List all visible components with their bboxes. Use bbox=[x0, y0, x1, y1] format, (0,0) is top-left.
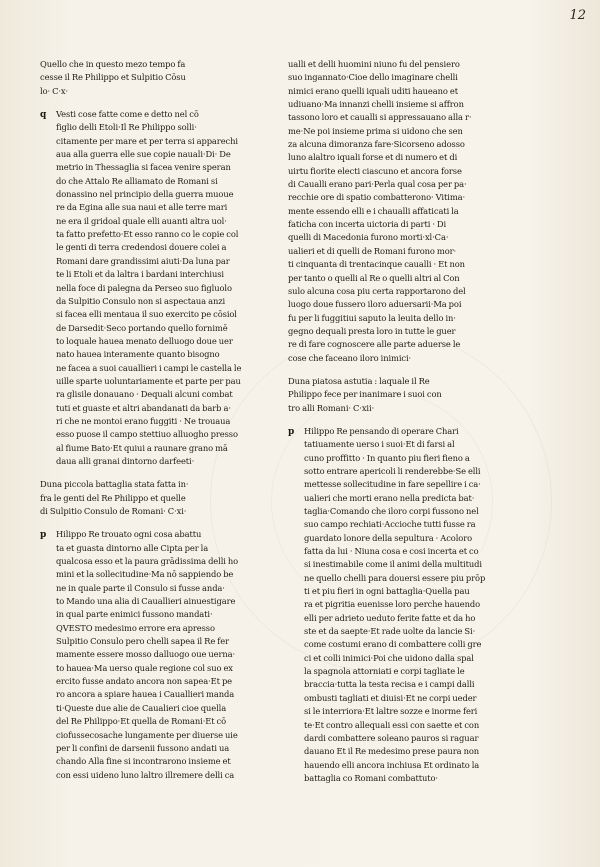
text-paragraph bbox=[288, 425, 530, 785]
text-line: la spagnola attorniati e corpi tagliate le bbox=[304, 666, 465, 677]
text-line: metrio in Thessaglia si facea venire speran bbox=[56, 162, 231, 173]
text-line: nella foce di palegna da Perseo suo figluolo bbox=[56, 282, 232, 293]
text-line: ne quello chelli para douersi essere piu prōp bbox=[304, 572, 486, 583]
text-line: ro ancora a spiare hauea i Cauallieri manda bbox=[56, 689, 235, 700]
text-line: mamente essere mosso dalluogo oue uerna· bbox=[56, 649, 236, 660]
text-line: in qual parte enimici fussono mandati· bbox=[56, 609, 213, 620]
text-line: suo ingannato·Cioe dello imaginare chelli bbox=[288, 72, 458, 83]
text-line: ti et piu fieri in ogni battaglia·Quella pau bbox=[304, 586, 470, 597]
text-line: nato hauea interamente quanto bisogno bbox=[56, 349, 220, 360]
text-line: con essi uideno luno laltro illremere delli ca bbox=[56, 769, 235, 780]
text-line: nimici erano quelli iquali uditi haueano et bbox=[288, 85, 458, 96]
text-line: dardi combattere soleano pauros si raguar bbox=[304, 732, 479, 743]
text-line: udiuano·Ma innanzi chelli insieme si affron bbox=[288, 99, 464, 110]
text-line: me·Ne poi insieme prima si uidono che sen bbox=[288, 125, 463, 136]
text-line: si facea elli mentaua il suo exercito pe cōsiol bbox=[56, 309, 237, 320]
text-line: ste et da saepte·Et rade uolte da lancie Si· bbox=[304, 626, 476, 637]
chapter-rubric bbox=[40, 478, 280, 518]
text-line: del Re Philippo·Et quella de Romani·Et cō bbox=[56, 716, 227, 727]
text-line: ri che ne montoi erano fuggiti · Ne trouaua bbox=[56, 415, 231, 426]
text-line: ercito fusse andato ancora non sapea·Et pe bbox=[56, 676, 233, 687]
text-line: re da Egina alle sua naui et alle terre mari bbox=[56, 202, 228, 213]
text-line: ne facea a suoi cauallieri i campi le castella le bbox=[56, 362, 242, 373]
initial-guide-letter: q bbox=[40, 110, 47, 121]
text-line: ualieri et di quelli de Romani furono mor· bbox=[288, 245, 457, 256]
text-line: suo campo rechiati·Accioche tutti fusse ra bbox=[304, 519, 476, 530]
text-line: do che Attalo Re alliamato de Romani si bbox=[56, 175, 218, 186]
text-line: cuno proffitto · In quanto piu fieri fieno a bbox=[304, 452, 470, 463]
text-line: mettesse sollecitudine in fare sepellire i ca· bbox=[304, 479, 481, 490]
text-line: Quello che in questo mezo tempo fa bbox=[40, 59, 186, 69]
text-line: Romani dare grandissimi aiuti·Da luna par bbox=[56, 255, 230, 266]
text-line: Sulpitio Consulo pero chelli sapea il Re fer bbox=[56, 636, 229, 647]
text-line: te·Et contro allequali essi con saette et con bbox=[304, 719, 480, 730]
text-line: aua alla guerra elle sue copie nauali·Di· De bbox=[56, 149, 231, 160]
text-line: gegno dequali presta loro in tutte le guer bbox=[288, 325, 456, 336]
text-line: ra et pigritia euenisse loro perche hauendo bbox=[304, 599, 481, 610]
text-line: ta et guasta dintorno alle Cipta per la bbox=[56, 542, 209, 553]
text-line: di Sulpitio Consulo de Romani· C·xi· bbox=[40, 506, 187, 516]
text-line: p Hilippo Re pensando di operare Chari bbox=[288, 425, 530, 438]
right-column bbox=[288, 58, 530, 785]
text-line: taglia·Comando che iloro corpi fussono nel bbox=[304, 506, 479, 516]
text-line: re di fare cognoscere alle parte aduerse le bbox=[288, 339, 461, 350]
text-line: elli per adrieto ueduto ferite fatte et da ho bbox=[304, 612, 476, 623]
text-line: da Sulpitio Consulo non si aspectaua anzi bbox=[56, 295, 226, 306]
text-line: figlio delli Etoli·Il Re Philippo solli· bbox=[56, 122, 197, 133]
text-line: di Caualli erano pari·Perla qual cosa per pa· bbox=[288, 179, 467, 190]
text-line: ta fatto prefetto·Et esso ranno co le copie col bbox=[56, 229, 239, 240]
text-line: faticha con incerta uictoria di parti · Di bbox=[288, 219, 447, 230]
text-line: ci et colli inimici·Poi che uidono dalla spal bbox=[304, 652, 474, 663]
text-line: za alcuna dimoranza fare·Sicorseno adosso bbox=[288, 139, 465, 150]
text-line: luno alaltro iquali forse et di numero et di bbox=[288, 152, 458, 163]
text-line: to Mando una alia di Cauallieri ainuestigare bbox=[56, 596, 236, 607]
text-line: ti·Queste due alie de Caualieri cioe quella bbox=[56, 702, 227, 713]
initial-guide-letter: p bbox=[40, 530, 47, 541]
text-line: quelli di Macedonia furono morti·xl·Ca· bbox=[288, 232, 449, 243]
text-line: ciofussecosache lungamente per diuerse uie bbox=[56, 729, 238, 740]
text-line: lo· C·x· bbox=[40, 85, 69, 96]
text-line: ualli et delli huomini niuno fu del pensiero bbox=[288, 59, 460, 69]
text-line: esso puose il campo stettiuo alluogho presso bbox=[56, 429, 238, 440]
text-line: daua alli granai dintorno darfeeti· bbox=[56, 455, 195, 466]
text-line: ti cinquanta di trentacinque caualli · Et non bbox=[288, 259, 465, 270]
chapter-rubric bbox=[40, 58, 280, 98]
text-line: p Hilippo Re trouato ogni cosa abattu bbox=[40, 528, 280, 541]
text-line: sulo alcuna cosa piu certa rapportarono del bbox=[288, 285, 466, 296]
text-line: come costumi erano di combattere colli gre bbox=[304, 639, 482, 650]
text-line: braccia·tutta la testa recisa e i campi dalli bbox=[304, 679, 475, 690]
text-line: tatiuamente uerso i suoi·Et di farsi al bbox=[304, 439, 455, 450]
text-line: donassino nel principio della guerra muoue bbox=[56, 189, 234, 200]
text-line: le genti di terra credendosi douere colei a bbox=[56, 242, 227, 253]
chapter-rubric bbox=[288, 375, 530, 415]
text-line: ualieri che morti erano nella predicta bat· bbox=[304, 492, 475, 503]
initial-guide-letter: p bbox=[288, 426, 295, 437]
text-line: ne in quale parte il Consulo si fusse anda· bbox=[56, 582, 225, 593]
text-paragraph bbox=[288, 58, 530, 365]
left-column bbox=[40, 58, 280, 782]
text-line: q Vesti cose fatte come e detto nel cō bbox=[40, 108, 280, 121]
text-line: fu per li fuggitiui saputo la leuita dello in· bbox=[288, 312, 456, 323]
text-line: to hauea·Ma uerso quale regione col suo ex bbox=[56, 662, 233, 673]
text-line: chando Alla fine si incontrarono insieme et bbox=[56, 756, 231, 767]
text-line: sotto entrare apericoli li renderebbe·Se elli bbox=[304, 465, 481, 476]
text-line: fra le genti del Re Philippo et quelle bbox=[40, 492, 186, 503]
text-paragraph bbox=[40, 528, 280, 782]
text-line: ombusti tagliati et diuisi·Et ne corpi ueder bbox=[304, 692, 477, 703]
text-line: qualcosa esso et la paura grādissima delli ho bbox=[56, 556, 239, 567]
text-line: citamente per mare et per terra si apparechi bbox=[56, 135, 238, 146]
text-line: mente essendo elli e i chaualli affaticati la bbox=[288, 205, 459, 216]
text-line: Duna piatosa astutia : laquale il Re bbox=[288, 375, 430, 386]
text-line: luogo doue fussero iloro aduersarii·Ma poi bbox=[288, 299, 462, 310]
text-paragraph bbox=[40, 108, 280, 468]
text-line: ra glisile donauano · Dequali alcuni combat bbox=[56, 389, 233, 400]
text-line: de Darsedit·Seco portando quello fornimē bbox=[56, 322, 228, 333]
text-line: Philippo fece per inanimare i suoi con bbox=[288, 389, 442, 400]
text-line: per li confini de darsenii fussono andati ua bbox=[56, 742, 230, 753]
text-line: to loquale hauea menato delluogo doue uer bbox=[56, 335, 233, 346]
text-line: cose che faceano iloro inimici· bbox=[288, 352, 412, 363]
text-line: battaglia co Romani combattuto· bbox=[304, 772, 438, 783]
text-line: Duna piccola battaglia stata fatta in· bbox=[40, 479, 189, 490]
text-line: hauendo elli ancora inchiusa Et ordinato la bbox=[304, 759, 480, 770]
text-line: te li Etoli et da laltra i bardani interchiusi bbox=[56, 269, 224, 280]
text-line: si inestimabile come il animi della multitudi bbox=[304, 559, 482, 570]
text-line: uirtu fiorite electi ciascuno et ancora forse bbox=[288, 165, 462, 176]
text-line: cesse il Re Philippo et Sulpitio Cōsu bbox=[40, 72, 186, 83]
text-line: QVESTO medesimo errore era apresso bbox=[56, 622, 215, 633]
text-line: uille sparte uoluntariamente et parte per pau bbox=[56, 375, 241, 386]
folio-number: 12 bbox=[569, 8, 586, 23]
text-line: tro alli Romani· C·xii· bbox=[288, 402, 375, 413]
text-line: per tanto o quelli al Re o quelli altri al Con bbox=[288, 272, 460, 283]
text-line: si le interriora·Et laltre sozze e inorme feri bbox=[304, 706, 478, 717]
text-line: al fiume Bato·Et quiui a raunare grano mā bbox=[56, 442, 228, 453]
text-line: dauano Et il Re medesimo prese paura non bbox=[304, 746, 480, 757]
text-line: guardato lonore della sepultura · Acoloro bbox=[304, 532, 473, 543]
text-line: mini et la sollecitudine·Ma nō sappiendo be bbox=[56, 569, 234, 580]
text-line: tassono loro et caualli si appressauano alla r· bbox=[288, 112, 472, 123]
text-line: recchie ore di spatio combatterono· Vitima· bbox=[288, 192, 466, 203]
text-line: fatta da lui · Niuna cosa e cosi incerta et co bbox=[304, 546, 479, 557]
text-line: tuti et guaste et altri abandanati da barb a· bbox=[56, 402, 231, 413]
text-line: ne era il gridoal quale elli auanti altra uol· bbox=[56, 215, 227, 226]
